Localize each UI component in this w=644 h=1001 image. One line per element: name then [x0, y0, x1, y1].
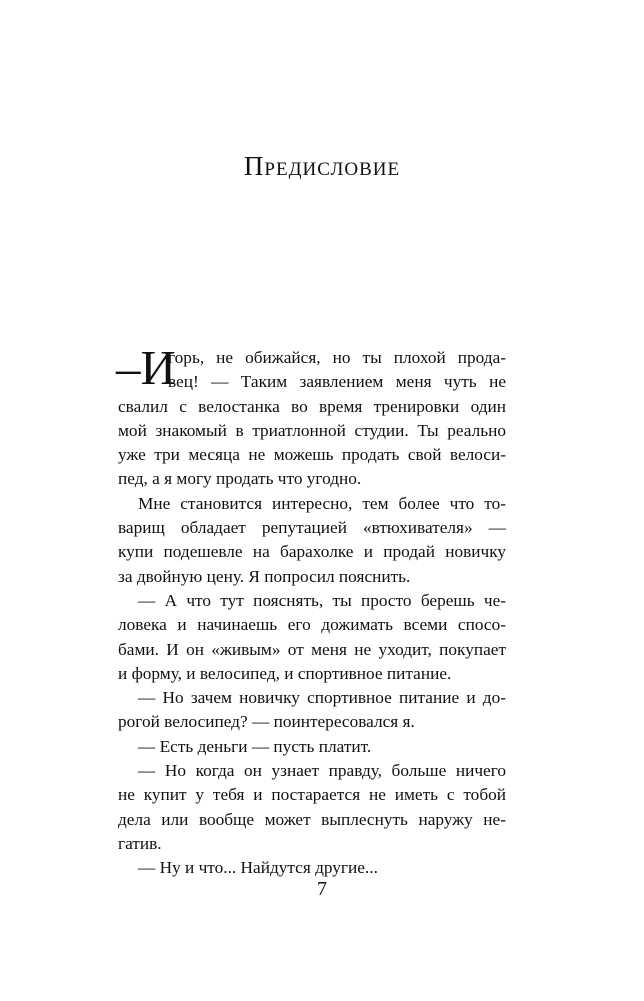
dropcap — [116, 340, 176, 396]
text-line: бами. И он «живым» от меня не уходит, покупает — [118, 639, 506, 659]
text-line: горь, не обижайся, но ты плохой прода- — [168, 348, 506, 367]
text-line: — Ну и что... Найдутся другие... — [138, 858, 378, 878]
text-line: пед, а я могу продать что угодно. — [118, 469, 362, 489]
text-line: за двойную цену. Я попросил пояснить. — [118, 566, 411, 586]
text-line: вец! — Таким заявлением меня чуть не — [168, 372, 506, 392]
text-line: варищ обладает репутацией «втюхивателя» — — [118, 518, 506, 538]
text-line: ловека и начинаешь его дожимать всеми спосо- — [118, 615, 506, 635]
chapter-title: Предисловие — [243, 151, 401, 181]
body-text — [116, 340, 506, 881]
text-line: дела или вообще может выплеснуть наружу не- — [118, 809, 506, 829]
text-line: Мне становится интересно, тем более что то- — [138, 493, 506, 513]
text-line: — А что тут пояснять, ты просто берешь че- — [138, 590, 506, 610]
text-line: — Но когда он узнает правду, больше ничего — [138, 761, 506, 781]
dropcap-dash: – — [116, 340, 141, 395]
text-line: — Но зачем новичку спортивное питание и до- — [138, 688, 506, 708]
page-number: 7 — [317, 878, 327, 900]
text-line: и форму, и велосипед, и спортивное питание. — [118, 663, 452, 683]
text-line: уже три месяца не можешь продать свой велоси- — [118, 445, 506, 465]
text-line: купи подешевле на барахолке и продай новичку — [118, 542, 506, 562]
text-line: свалил с велостанка во время тренировки один — [118, 396, 506, 416]
text-line: — Есть деньги — пусть платит. — [138, 736, 372, 756]
text-line: гатив. — [118, 833, 162, 853]
text-line: не купит у тебя и постарается не иметь с тобой — [118, 785, 506, 805]
text-line: мой знакомый в триатлонной студии. Ты реально — [118, 420, 506, 440]
text-line: рогой велосипед? — поинтересовался я. — [118, 712, 415, 732]
dropcap-letter: И — [140, 340, 176, 395]
